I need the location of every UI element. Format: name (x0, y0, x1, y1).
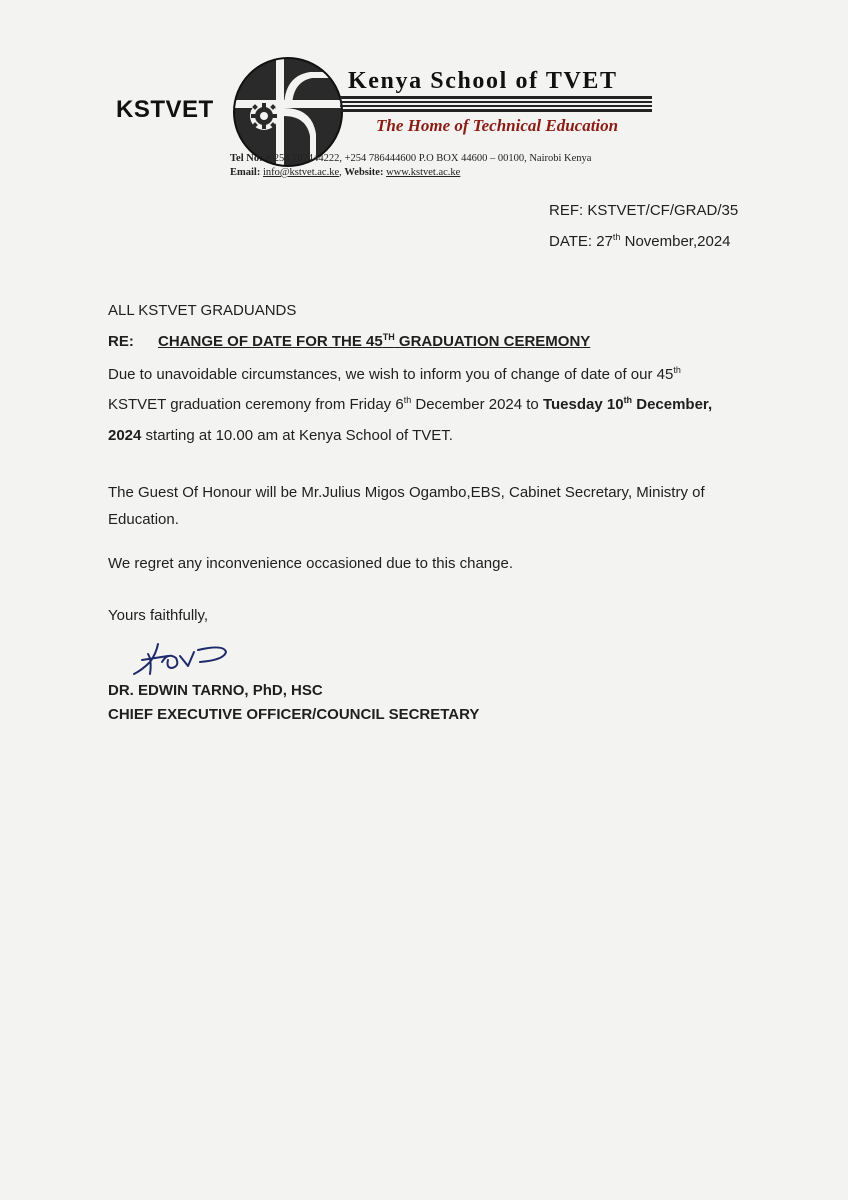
website-link[interactable]: www.kstvet.ac.ke (386, 167, 461, 178)
header-rules (340, 96, 652, 114)
p1-line2-sup1: th (403, 395, 412, 405)
date-sup: th (612, 232, 621, 242)
handwritten-signature (128, 640, 238, 680)
website-label: Website: (344, 167, 384, 178)
tel-value: + 254 707444222, +254 786444600 P.O BOX 44600 – 00100, Nairobi Kenya (265, 153, 592, 164)
tagline: The Home of Technical Education (376, 116, 619, 135)
p1-line1-sup: th (673, 365, 681, 375)
paragraph-2-line-2: Education. (108, 511, 179, 528)
contact-email-line: Email: info@kstvet.ac.ke, Website: www.kstvet.ac.ke (230, 167, 461, 178)
p1-new-date-a: Tuesday 10 (542, 396, 624, 413)
gear-icon (250, 102, 278, 130)
p1-line2-sup2: th (623, 395, 633, 405)
subject-suffix: GRADUATION CEREMONY (394, 333, 591, 350)
p1-line2-a: KSTVET graduation ceremony from Friday 6 (108, 396, 404, 413)
paragraph-1-line-1 (108, 366, 681, 383)
closing: Yours faithfully, (108, 607, 209, 624)
date-suffix: November,2024 (620, 233, 731, 250)
p1-new-date-b: December, (632, 396, 713, 413)
globe-emblem-icon (232, 56, 344, 168)
tel-label: Tel No: (230, 153, 263, 164)
signatory-name: DR. EDWIN TARNO, PhD, HSC (108, 682, 323, 699)
p1-year: 2024 (108, 427, 142, 444)
contact-phone-line (230, 153, 591, 164)
subject-line (158, 333, 590, 350)
date-prefix: DATE: 27 (549, 233, 613, 250)
subject-sup: TH (382, 332, 395, 342)
p1-line3-rest: starting at 10.00 am at Kenya School of TVET. (141, 427, 453, 444)
paragraph-3: We regret any inconvenience occasioned due to this change. (108, 555, 513, 572)
subject-label: RE: (108, 333, 134, 350)
p1-line2-b: December 2024 to (411, 396, 543, 413)
addressee: ALL KSTVET GRADUANDS (108, 302, 297, 319)
signatory-title: CHIEF EXECUTIVE OFFICER/COUNCIL SECRETARY (108, 706, 480, 723)
paragraph-2-line-1: The Guest Of Honour will be Mr.Julius Migos Ogambo,EBS, Cabinet Secretary, Ministry of (108, 484, 705, 501)
email-label: Email: (230, 167, 261, 178)
logo-text: KSTVET (116, 96, 214, 123)
p1-line1-text: Due to unavoidable circumstances, we wish to inform you of change of date of our 45 (108, 366, 674, 383)
reference-number: REF: KSTVET/CF/GRAD/35 (549, 202, 739, 219)
subject-prefix: CHANGE OF DATE FOR THE 45 (158, 333, 383, 350)
email-link[interactable]: info@kstvet.ac.ke (262, 167, 340, 178)
letter-date (549, 233, 731, 250)
paragraph-1-line-3 (108, 427, 453, 444)
institution-name: Kenya School of TVET (348, 68, 618, 94)
paragraph-1-line-2 (108, 396, 712, 413)
